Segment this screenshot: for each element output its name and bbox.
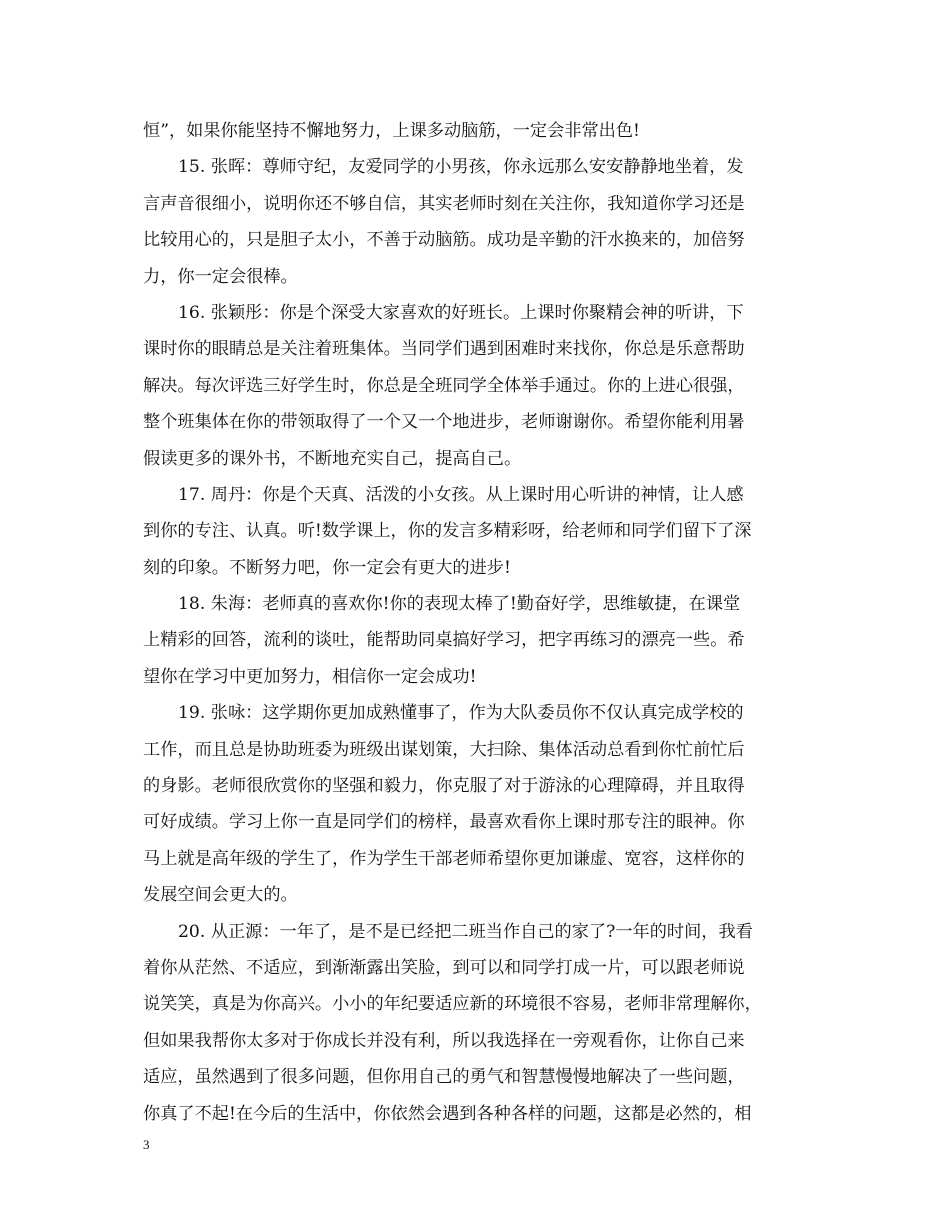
text-line: 19. 张咏：这学期你更加成熟懂事了，作为大队委员你不仅认真完成学校的 xyxy=(178,703,744,724)
text-line: 15. 张晖：尊师守纪，友爱同学的小男孩，你永远那么安安静静地坐着，发 xyxy=(178,157,744,178)
text-line: 你真了不起!在今后的生活中，你依然会遇到各种各样的问题，这都是必然的，相 xyxy=(143,1103,752,1124)
text-line: 可好成绩。学习上你一直是同学们的榜样，最喜欢看你上课时那专注的眼神。你 xyxy=(143,812,745,833)
text-line: 整个班集体在你的带领取得了一个又一个地进步，老师谢谢你。希望你能利用暑 xyxy=(143,412,745,433)
text-line: 适应，虽然遇到了很多问题，但你用自己的勇气和智慧慢慢地解决了一些问题， xyxy=(143,1067,745,1088)
text-line: 的身影。老师很欣赏你的坚强和毅力，你克服了对于游泳的心理障碍，并且取得 xyxy=(143,776,745,797)
text-line: 着你从茫然、不适应，到渐渐露出笑脸，到可以和同学打成一片，可以跟老师说 xyxy=(143,957,745,978)
text-line: 到你的专注、认真。听!数学课上，你的发言多精彩呀，给老师和同学们留下了深 xyxy=(143,521,752,542)
text-line: 16. 张颖彤：你是个深受大家喜欢的好班长。上课时你聚精会神的听讲，下 xyxy=(178,302,744,323)
text-line: 20. 从正源：一年了，是不是已经把二班当作自己的家了?一年的时间，我看 xyxy=(178,921,753,942)
body-text xyxy=(143,113,809,1132)
text-line: 发展空间会更大的。 xyxy=(143,885,298,906)
text-line: 言声音很细小，说明你还不够自信，其实老师时刻在关注你，我知道你学习还是 xyxy=(143,193,745,214)
page-number: 3 xyxy=(143,1137,150,1152)
text-line: 上精彩的回答，流利的谈吐，能帮助同桌搞好学习，把字再练习的漂亮一些。希 xyxy=(143,630,745,651)
text-line: 力，你一定会很棒。 xyxy=(143,266,298,287)
text-line: 恒”，如果你能坚持不懈地努力，上课多动脑筋，一定会非常出色! xyxy=(143,121,640,141)
text-line: 马上就是高年级的学生了，作为学生干部老师希望你更加谦虚、宽容，这样你的 xyxy=(143,848,745,869)
text-line: 说笑笑，真是为你高兴。小小的年纪要适应新的环境很不容易，老师非常理解你， xyxy=(143,994,762,1015)
text-line: 解决。每次评选三好学生时，你总是全班同学全体举手通过。你的上进心很强， xyxy=(143,375,745,396)
text-line: 课时你的眼睛总是关注着班集体。当同学们遇到困难时来找你，你总是乐意帮助 xyxy=(143,339,745,360)
text-line: 18. 朱海：老师真的喜欢你!你的表现太棒了!勤奋好学，思维敏捷，在课堂 xyxy=(178,594,741,615)
text-line: 比较用心的，只是胆子太小，不善于动脑筋。成功是辛勤的汗水换来的，加倍努 xyxy=(143,230,745,251)
text-line: 17. 周丹：你是个天真、活泼的小女孩。从上课时用心听讲的神情，让人感 xyxy=(178,484,744,505)
text-line: 假读更多的课外书，不断地充实自己，提高自己。 xyxy=(143,448,522,469)
text-line: 刻的印象。不断努力吧，你一定会有更大的进步! xyxy=(143,557,511,578)
text-line: 工作，而且总是协助班委为班级出谋划策，大扫除、集体活动总看到你忙前忙后 xyxy=(143,739,745,760)
text-line: 但如果我帮你太多对于你成长并没有利，所以我选择在一旁观看你，让你自己来 xyxy=(143,1030,745,1051)
text-line: 望你在学习中更加努力，相信你一定会成功! xyxy=(143,666,477,687)
